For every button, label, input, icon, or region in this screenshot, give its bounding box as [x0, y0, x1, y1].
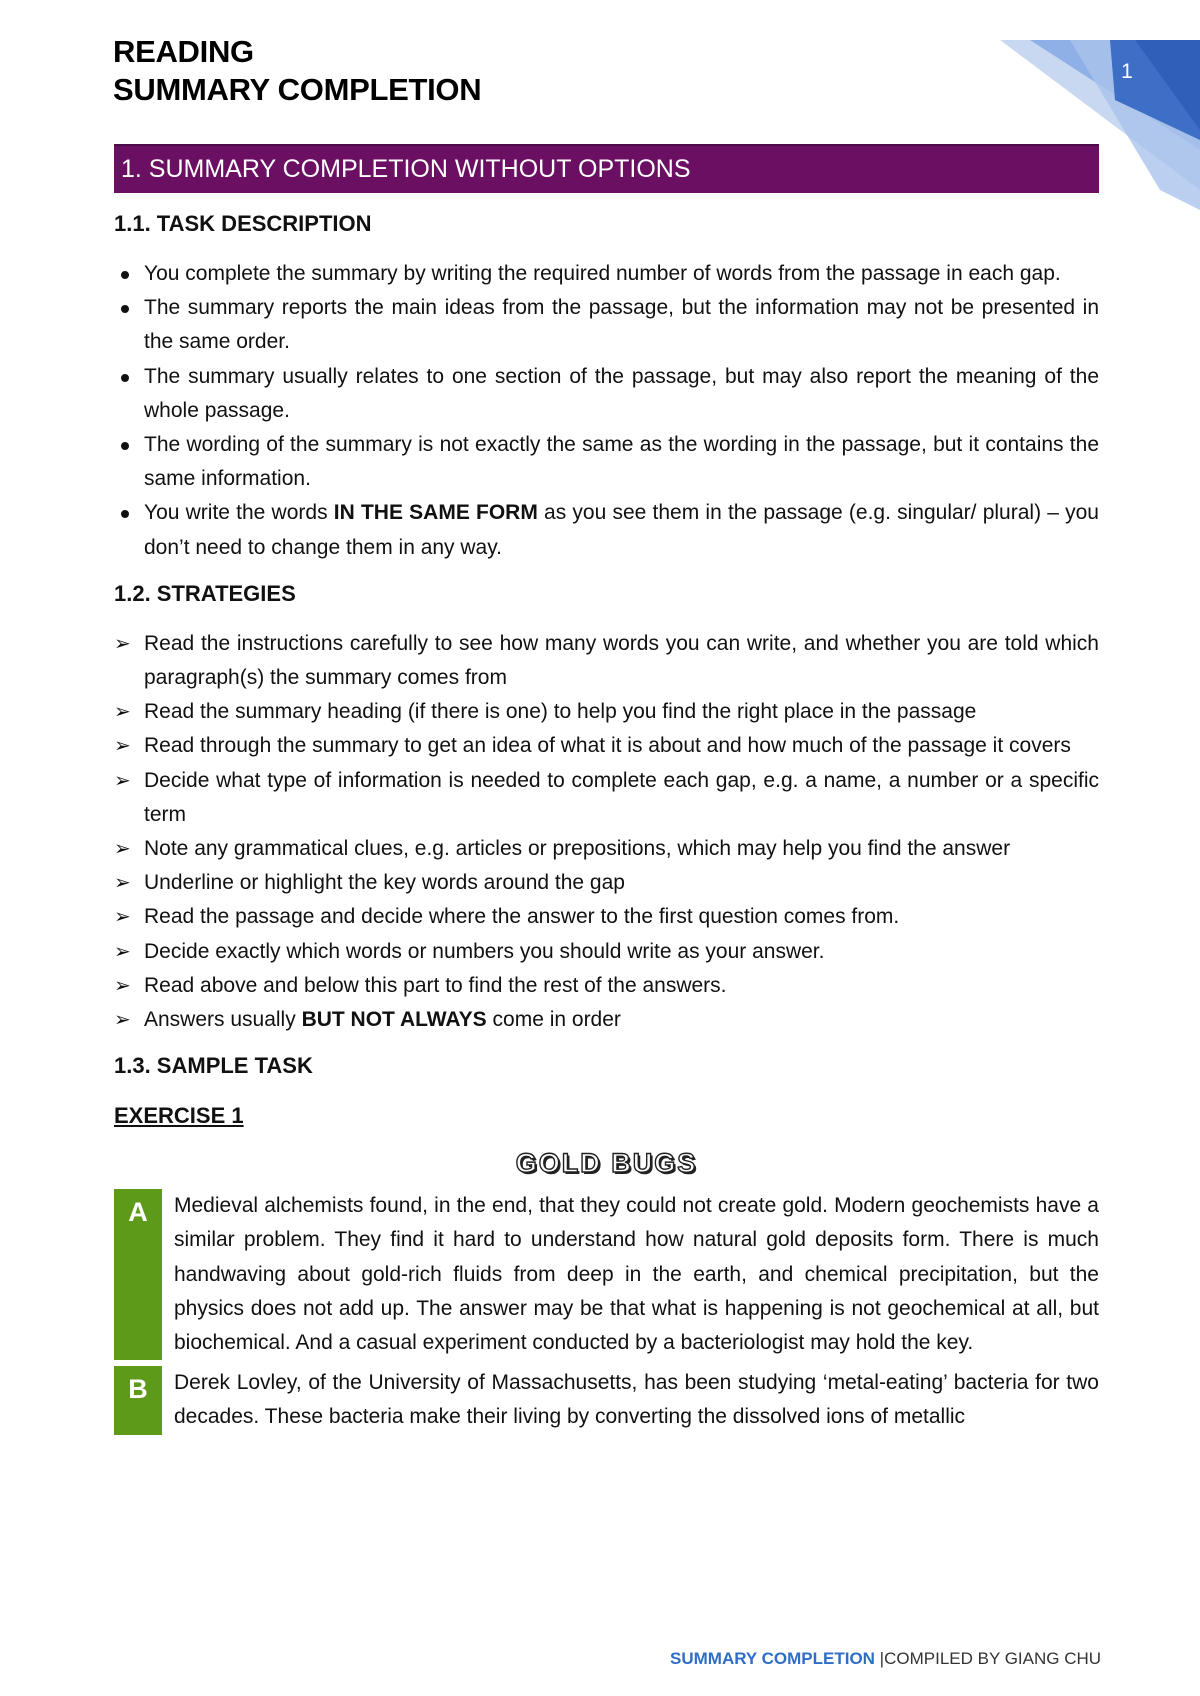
document-title [113, 33, 481, 109]
passage-paragraph [114, 1189, 1099, 1360]
emphasis-text: IN THE SAME FORM [333, 501, 538, 525]
paragraph-text: Derek Lovley, of the University of Massachusetts, has been studying ‘metal-eating’ bacteria for two decades. These bacteria make their living by converting the dissolved ions of metallic [174, 1371, 1099, 1429]
strategies-list [114, 627, 1099, 1037]
task-description-heading: 1.1. TASK DESCRIPTION [114, 211, 372, 236]
strategy-item: ➢ Note any grammatical clues, e.g. articles or prepositions, which may help you find the answer [114, 832, 1099, 866]
paragraph-letter-badge: B [114, 1366, 162, 1434]
main-content [114, 144, 1099, 1441]
section-banner: 1. SUMMARY COMPLETION WITHOUT OPTIONS [114, 144, 1099, 193]
item-text: come in order [486, 1008, 621, 1032]
strategy-item: ➢ Read the instructions carefully to see how many words you can write, and whether you are told which paragraph(s) the summary comes from [114, 627, 1099, 695]
passage-paragraphs [114, 1189, 1099, 1434]
strategy-item: ➢ Read above and below this part to find the rest of the answers. [114, 969, 1099, 1003]
footer-credit: |COMPILED BY GIANG CHU [874, 1649, 1102, 1668]
task-bullet-item: You complete the summary by writing the required number of words from the passage in each gap. [114, 257, 1099, 291]
strategy-item: ➢ Underline or highlight the key words around the gap [114, 866, 1099, 900]
item-text: as you see them in the passage (e.g. singular/ plural) – you don’t need to change them in any way. [144, 501, 1099, 559]
passage-title: GOLD BUGS [515, 1148, 698, 1179]
item-text: Answers usually [144, 1008, 302, 1032]
task-description-list [114, 257, 1099, 565]
sample-task-heading: 1.3. SAMPLE TASK [114, 1053, 313, 1079]
paragraph-text: Medieval alchemists found, in the end, that they could not create gold. Modern geochemists have a similar problem. They find it hard to understand how natural gold deposits form. There is much handwaving about gold-rich fluids from deep in the earth, and chemical precipitation, but the physics does not add up. The answer may be that what is happening is not geochemical at all, but biochemical. And a casual experiment conducted by a bacteriologist may hold the key. [174, 1194, 1099, 1355]
strategy-item [114, 1003, 1099, 1037]
title-line-1: READING [113, 34, 254, 69]
task-bullet-item: The wording of the summary is not exactly the same as the wording in the passage, but it contains the same information. [114, 428, 1099, 496]
exercise-label: EXERCISE 1 [114, 1103, 244, 1129]
task-bullet-item [114, 496, 1099, 564]
emphasis-text: BUT NOT ALWAYS [301, 1008, 487, 1032]
task-bullet-item: The summary reports the main ideas from the passage, but the information may not be presented in the same order. [114, 291, 1099, 359]
passage-paragraph [114, 1366, 1099, 1434]
strategy-item: ➢ Decide what type of information is needed to complete each gap, e.g. a name, a number or a specific term [114, 764, 1099, 832]
footer-accent: SUMMARY COMPLETION [670, 1649, 875, 1668]
strategy-item: ➢ Read through the summary to get an idea of what it is about and how much of the passage it covers [114, 729, 1099, 763]
strategy-item: ➢ Read the passage and decide where the answer to the first question comes from. [114, 900, 1099, 934]
paragraph-letter-badge: A [114, 1189, 162, 1360]
strategy-item: ➢ Read the summary heading (if there is one) to help you find the right place in the passage [114, 695, 1099, 729]
item-text: You write the words [144, 501, 334, 525]
title-line-2: SUMMARY COMPLETION [113, 72, 482, 107]
page-number: 1 [1121, 60, 1133, 83]
task-bullet-item: The summary usually relates to one section of the passage, but may also report the meaning of the whole passage. [114, 360, 1099, 428]
strategies-heading: 1.2. STRATEGIES [114, 580, 296, 606]
footer [670, 1649, 1101, 1669]
strategy-item: ➢ Decide exactly which words or numbers you should write as your answer. [114, 935, 1099, 969]
